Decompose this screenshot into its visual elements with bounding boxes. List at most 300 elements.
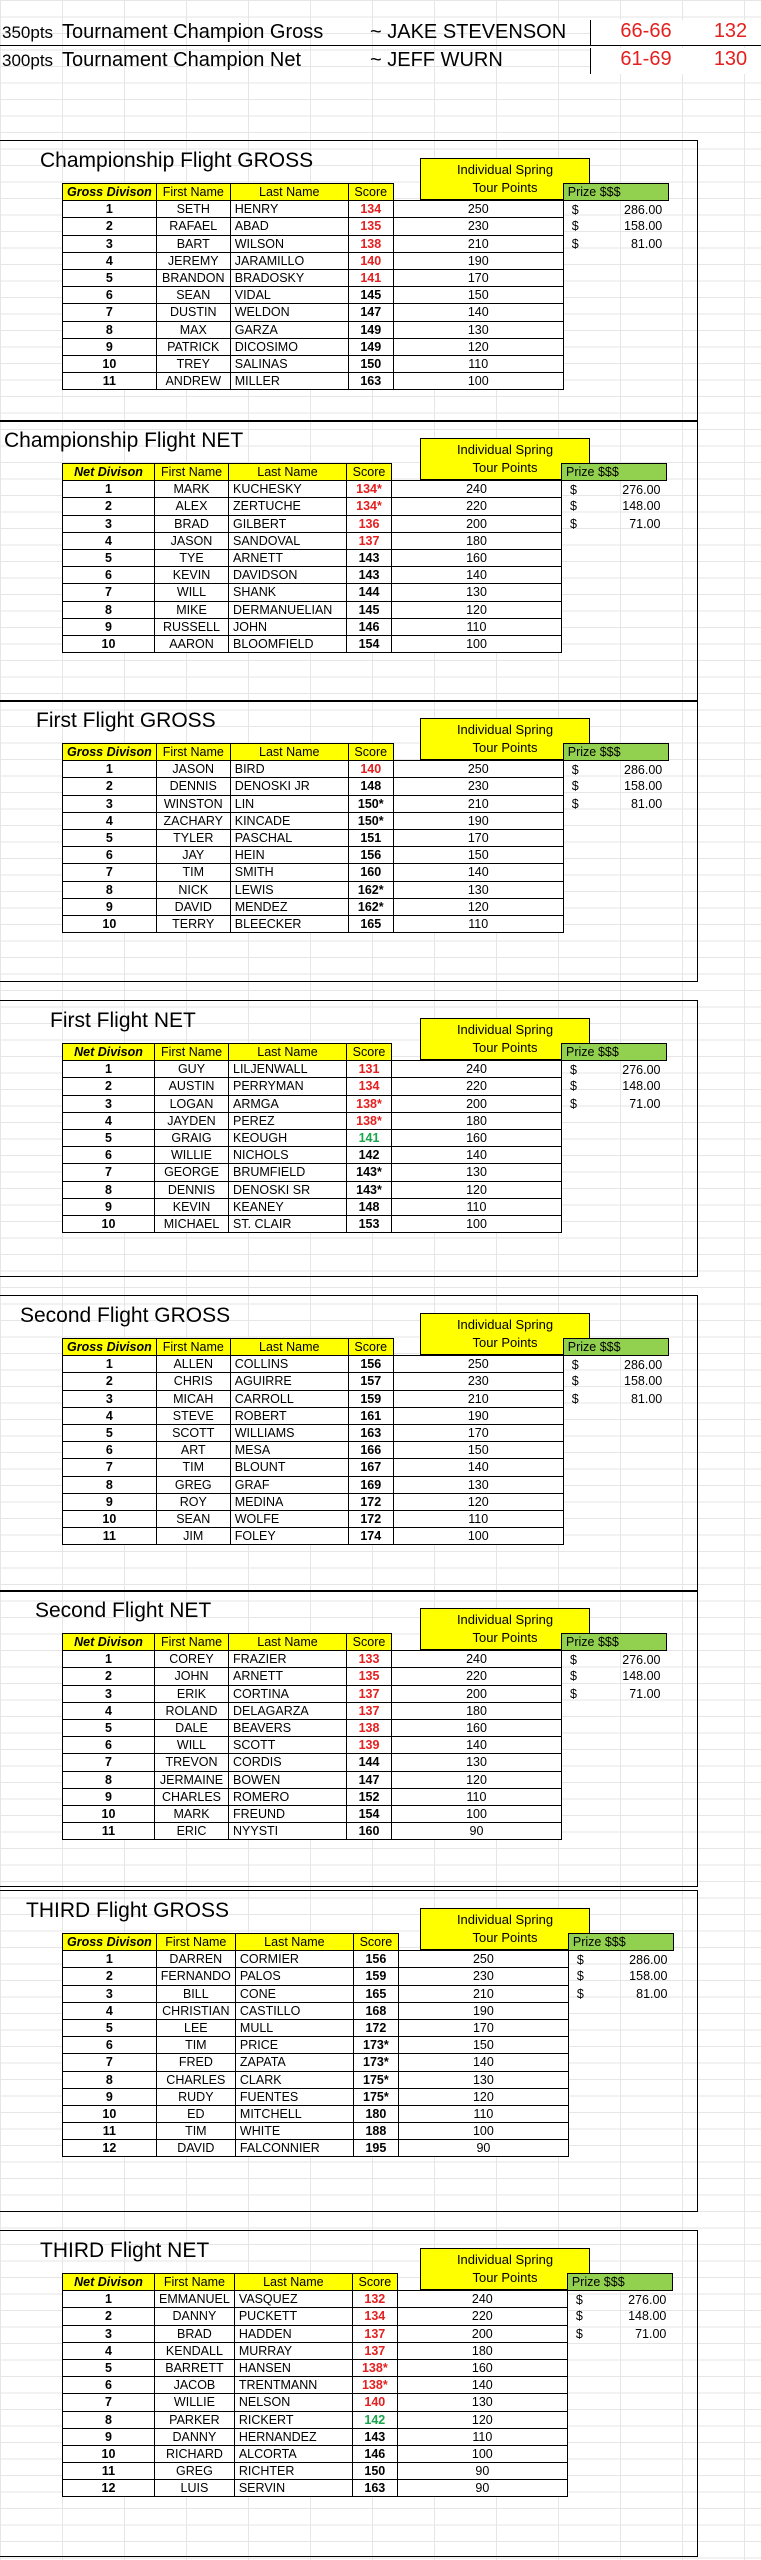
table-row [63, 1424, 669, 1441]
first-name-cell: GEORGE [155, 1164, 229, 1181]
table-row [63, 269, 669, 286]
prize-cell [563, 338, 668, 355]
table-row [63, 1771, 667, 1788]
dollar-sign: $ [571, 219, 579, 234]
last-name-cell: PUCKETT [234, 2308, 352, 2325]
last-name-header: Last Name [229, 1634, 347, 1651]
table-row [63, 1788, 667, 1805]
tour-points-header-line1: Individual Spring [456, 442, 554, 457]
prize-value: 276.00 [628, 2292, 667, 2307]
prize-cell [562, 1061, 667, 1078]
prize-cell [563, 1476, 668, 1493]
table-row [63, 2037, 674, 2054]
prize-cell [562, 601, 667, 618]
first-name-cell: ERIC [155, 1823, 229, 1840]
prize-cell [568, 1951, 673, 1968]
first-name-cell: BRANDON [156, 269, 230, 286]
section-title: THIRD Flight GROSS [26, 1899, 230, 1922]
prize-cell [563, 1424, 668, 1441]
position-cell: 7 [63, 304, 157, 321]
last-name-cell: MURRAY [234, 2342, 352, 2359]
table-row [63, 1198, 667, 1215]
prize-cell [563, 201, 668, 218]
last-name-cell: PASCHAL [230, 829, 348, 846]
table-row [63, 1164, 667, 1181]
score-header: Score [347, 464, 392, 481]
position-cell: 10 [63, 1215, 155, 1232]
table-row [63, 915, 669, 932]
table-row [63, 898, 669, 915]
last-name-cell: HERNANDEZ [234, 2428, 352, 2445]
prize-cell [567, 2411, 672, 2428]
tour-points-header-line2: Tour Points [472, 740, 538, 755]
first-name-cell: BRAD [155, 2325, 235, 2342]
table-row [63, 795, 669, 812]
prize-cell [567, 2359, 672, 2376]
table-row [63, 549, 667, 566]
prize-amount [568, 236, 665, 252]
last-name-cell: FRAZIER [229, 1651, 347, 1668]
table-row [63, 355, 669, 372]
prize-amount [568, 1373, 665, 1389]
position-cell: 9 [63, 618, 155, 635]
position-cell: 10 [63, 355, 157, 372]
position-cell: 8 [63, 601, 155, 618]
table-row [63, 1719, 667, 1736]
prize-cell [563, 778, 668, 795]
score-cell: 140 [348, 252, 393, 269]
table-row [63, 481, 667, 498]
position-cell: 9 [63, 338, 157, 355]
score-cell: 134* [347, 481, 392, 498]
first-name-header: First Name [156, 184, 230, 201]
first-name-cell: GREG [155, 2463, 235, 2480]
last-name-cell: CONE [235, 1985, 353, 2002]
last-name-cell: MILLER [230, 373, 348, 390]
score-cell: 163 [348, 1424, 393, 1441]
score-header: Score [347, 1634, 392, 1651]
score-cell: 140 [352, 2394, 397, 2411]
score-cell: 135 [348, 218, 393, 235]
last-name-cell: MITCHELL [235, 2105, 353, 2122]
position-cell: 7 [63, 1164, 155, 1181]
leaderboard-section [0, 700, 698, 982]
table-row [63, 338, 669, 355]
prize-header: Prize $$$ [563, 184, 668, 201]
first-name-header: First Name [155, 464, 229, 481]
last-name-cell: VIDAL [230, 287, 348, 304]
score-cell: 159 [348, 1390, 393, 1407]
division-header: Gross Divison [63, 184, 157, 201]
last-name-cell: CLARK [235, 2071, 353, 2088]
last-name-cell: ABAD [230, 218, 348, 235]
header-row [63, 1339, 669, 1356]
last-name-cell: ZERTUCHE [229, 498, 347, 515]
table-row [63, 1356, 669, 1373]
tour-points-header-line2: Tour Points [472, 180, 538, 195]
position-cell: 6 [63, 1442, 157, 1459]
prize-amount [566, 1686, 663, 1702]
prize-value: 148.00 [622, 1079, 661, 1094]
tour-points-cell: 90 [397, 2480, 567, 2497]
leaderboard-table [62, 183, 669, 390]
tour-points-cell: 120 [398, 2088, 568, 2105]
first-name-cell: ED [156, 2105, 235, 2122]
score-cell: 146 [347, 618, 392, 635]
tour-points-cell: 110 [398, 2105, 568, 2122]
last-name-cell: ARMGA [229, 1095, 347, 1112]
first-name-cell: ERIK [155, 1685, 229, 1702]
prize-cell [563, 1390, 668, 1407]
score-header: Score [353, 1934, 398, 1951]
position-cell: 1 [63, 2291, 155, 2308]
prize-value: 276.00 [622, 1062, 661, 1077]
division-header: Gross Divison [63, 744, 157, 761]
last-name-cell: BOWEN [229, 1771, 347, 1788]
prize-amount [566, 482, 663, 498]
tour-points-cell: 180 [397, 2342, 567, 2359]
first-name-cell: JASON [155, 532, 229, 549]
last-name-cell: HADDEN [234, 2325, 352, 2342]
last-name-header: Last Name [234, 2274, 352, 2291]
score-cell: 150 [352, 2463, 397, 2480]
position-cell: 9 [63, 2428, 155, 2445]
prize-amount [566, 1062, 663, 1078]
division-header: Gross Divison [63, 1339, 157, 1356]
dollar-sign: $ [570, 1669, 577, 1684]
score-cell: 137 [352, 2325, 397, 2342]
first-name-cell: TIM [156, 1459, 230, 1476]
position-cell: 12 [63, 2480, 155, 2497]
first-name-cell: KENDALL [155, 2342, 235, 2359]
last-name-cell: KUCHESKY [229, 481, 347, 498]
last-name-cell: NICHOLS [229, 1147, 347, 1164]
score-cell: 134 [348, 201, 393, 218]
prize-cell [562, 1737, 667, 1754]
first-name-cell: JEREMY [156, 252, 230, 269]
first-name-cell: MICAH [156, 1390, 230, 1407]
score-cell: 163 [352, 2480, 397, 2497]
first-name-cell: JOHN [155, 1668, 229, 1685]
position-cell: 10 [63, 635, 155, 652]
last-name-cell: FOLEY [230, 1528, 348, 1545]
position-cell: 5 [63, 2359, 155, 2376]
tour-points-cell: 150 [393, 847, 563, 864]
first-name-cell: FRED [156, 2054, 235, 2071]
tour-points-header-line1: Individual Spring [456, 1317, 554, 1332]
prize-amount [566, 1096, 663, 1112]
position-cell: 3 [63, 1985, 157, 2002]
first-name-cell: DARREN [156, 1951, 235, 1968]
score-header: Score [348, 744, 393, 761]
prize-amount [568, 796, 665, 812]
first-name-header: First Name [156, 744, 230, 761]
position-cell: 1 [63, 761, 157, 778]
score-cell: 134 [352, 2308, 397, 2325]
tour-points-cell: 250 [393, 1356, 563, 1373]
tour-points-cell: 100 [392, 1215, 562, 1232]
leaderboard-table [62, 1043, 667, 1233]
first-name-cell: KEVIN [155, 1198, 229, 1215]
position-cell: 8 [63, 1181, 155, 1198]
tour-points-cell: 120 [392, 1771, 562, 1788]
prize-cell [563, 1407, 668, 1424]
tour-points-cell: 130 [393, 1476, 563, 1493]
prize-header: Prize $$$ [567, 2274, 672, 2291]
tour-points-cell: 90 [397, 2463, 567, 2480]
position-cell: 8 [63, 1771, 155, 1788]
table-row [63, 864, 669, 881]
score-cell: 149 [348, 338, 393, 355]
prize-cell [562, 1078, 667, 1095]
prize-cell [568, 2088, 673, 2105]
first-name-cell: EMMANUEL [155, 2291, 235, 2308]
section-title: Championship Flight GROSS [40, 149, 314, 172]
last-name-cell: ROMERO [229, 1788, 347, 1805]
first-name-cell: ROLAND [155, 1702, 229, 1719]
table-row [63, 1805, 667, 1822]
prize-cell [562, 567, 667, 584]
score-cell: 175* [353, 2088, 398, 2105]
prize-header: Prize $$$ [563, 1339, 668, 1356]
first-name-cell: ART [156, 1442, 230, 1459]
points-header-spacer [392, 1634, 562, 1651]
score-cell: 137 [347, 532, 392, 549]
last-name-cell: MESA [230, 1442, 348, 1459]
prize-cell [562, 1754, 667, 1771]
prize-cell [568, 2140, 673, 2157]
table-row [63, 532, 667, 549]
last-name-cell: BRUMFIELD [229, 1164, 347, 1181]
header-row [63, 184, 669, 201]
tour-points-header-line1: Individual Spring [456, 162, 554, 177]
position-cell: 7 [63, 1754, 155, 1771]
first-name-header: First Name [156, 1934, 235, 1951]
score-cell: 138* [347, 1095, 392, 1112]
prize-cell [563, 915, 668, 932]
position-cell: 4 [63, 1407, 157, 1424]
score-cell: 162* [348, 881, 393, 898]
score-cell: 162* [348, 898, 393, 915]
prize-cell [563, 373, 668, 390]
position-cell: 6 [63, 567, 155, 584]
score-cell: 167 [348, 1459, 393, 1476]
score-cell: 131 [347, 1061, 392, 1078]
prize-cell [562, 1788, 667, 1805]
last-name-cell: TRENTMANN [234, 2377, 352, 2394]
table-row [63, 235, 669, 252]
position-cell: 6 [63, 847, 157, 864]
table-row [63, 1754, 667, 1771]
position-cell: 2 [63, 1968, 157, 1985]
leaderboard-section [0, 140, 698, 422]
last-name-cell: DAVIDSON [229, 567, 347, 584]
tour-points-cell: 140 [397, 2377, 567, 2394]
division-header: Net Divison [63, 1634, 155, 1651]
last-name-cell: SANDOVAL [229, 532, 347, 549]
points-header-spacer [398, 1934, 568, 1951]
prize-cell [563, 1493, 668, 1510]
tour-points-cell: 90 [392, 1823, 562, 1840]
position-cell: 3 [63, 795, 157, 812]
first-name-cell: JERMAINE [155, 1771, 229, 1788]
first-name-cell: TREY [156, 355, 230, 372]
tour-points-cell: 130 [392, 1754, 562, 1771]
tour-points-header-line1: Individual Spring [456, 1912, 554, 1927]
score-cell: 143 [347, 549, 392, 566]
first-name-cell: DENNIS [156, 778, 230, 795]
prize-cell [562, 498, 667, 515]
prize-value: 158.00 [624, 779, 663, 794]
first-name-cell: AARON [155, 635, 229, 652]
table-row [63, 2411, 673, 2428]
champion-points: 350pts [2, 23, 54, 42]
first-name-cell: RAFAEL [156, 218, 230, 235]
prize-cell [568, 2002, 673, 2019]
table-row [63, 1685, 667, 1702]
score-cell: 136 [347, 515, 392, 532]
last-name-cell: SHANK [229, 584, 347, 601]
first-name-cell: DAVID [156, 898, 230, 915]
table-row [63, 1823, 667, 1840]
table-row [63, 1476, 669, 1493]
champion-points: 300pts [2, 51, 54, 70]
last-name-cell: LIN [230, 795, 348, 812]
leaderboard-table [62, 1633, 667, 1840]
leaderboard-table [62, 2273, 673, 2497]
last-name-cell: NYYSTI [229, 1823, 347, 1840]
last-name-cell: AGUIRRE [230, 1373, 348, 1390]
tour-points-cell: 190 [393, 1407, 563, 1424]
table-row [63, 1215, 667, 1232]
prize-value: 158.00 [624, 1374, 663, 1389]
table-row [63, 1442, 669, 1459]
score-cell: 156 [348, 847, 393, 864]
champion-name: ~ JEFF WURN [370, 49, 503, 71]
last-name-cell: HEIN [230, 847, 348, 864]
prize-cell [563, 321, 668, 338]
first-name-cell: LEE [156, 2019, 235, 2036]
last-name-cell: BLOOMFIELD [229, 635, 347, 652]
score-cell: 137 [347, 1685, 392, 1702]
score-cell: 150* [348, 795, 393, 812]
table-row [63, 2463, 673, 2480]
leaderboard-section [0, 2230, 698, 2557]
champion-total: 130 [700, 48, 761, 74]
prize-cell [563, 898, 668, 915]
tour-points-cell: 240 [392, 1651, 562, 1668]
table-row [63, 2054, 674, 2071]
prize-amount [572, 2326, 669, 2342]
last-name-cell: KEOUGH [229, 1129, 347, 1146]
score-cell: 138* [352, 2377, 397, 2394]
last-name-cell: FALCONNIER [235, 2140, 353, 2157]
prize-cell [562, 1719, 667, 1736]
position-cell: 9 [63, 1493, 157, 1510]
prize-cell [562, 1805, 667, 1822]
leaderboard-section [0, 1890, 698, 2212]
first-name-cell: MAX [156, 321, 230, 338]
position-cell: 10 [63, 1510, 157, 1527]
score-cell: 151 [348, 829, 393, 846]
tour-points-cell: 150 [393, 287, 563, 304]
table-row [63, 829, 669, 846]
prize-cell [562, 532, 667, 549]
position-cell: 2 [63, 498, 155, 515]
position-cell: 1 [63, 1356, 157, 1373]
score-cell: 138* [347, 1112, 392, 1129]
dollar-sign: $ [575, 2326, 583, 2341]
division-header: Gross Divison [63, 1934, 157, 1951]
tour-points-cell: 130 [398, 2071, 568, 2088]
position-cell: 5 [63, 1719, 155, 1736]
tour-points-cell: 130 [397, 2394, 567, 2411]
score-cell: 174 [348, 1528, 393, 1545]
last-name-cell: ST. CLAIR [229, 1215, 347, 1232]
tour-points-cell: 160 [392, 1129, 562, 1146]
leaderboard-table [62, 1338, 669, 1545]
score-cell: 145 [348, 287, 393, 304]
table-row [63, 1737, 667, 1754]
prize-amount [566, 498, 663, 514]
first-name-cell: TYLER [156, 829, 230, 846]
score-cell: 138 [347, 1719, 392, 1736]
table-row [63, 498, 667, 515]
last-name-header: Last Name [229, 464, 347, 481]
tour-points-cell: 240 [397, 2291, 567, 2308]
tour-points-cell: 190 [393, 252, 563, 269]
prize-value: 71.00 [629, 1096, 661, 1111]
table-row [63, 761, 669, 778]
tour-points-header-line1: Individual Spring [456, 2252, 554, 2267]
points-header-spacer [393, 184, 563, 201]
table-row [63, 1373, 669, 1390]
tour-points-cell: 160 [397, 2359, 567, 2376]
score-header: Score [347, 1044, 392, 1061]
position-cell: 11 [63, 1528, 157, 1545]
tour-points-cell: 220 [392, 1078, 562, 1095]
tour-points-cell: 100 [393, 1528, 563, 1545]
prize-cell [568, 1968, 673, 1985]
position-cell: 2 [63, 778, 157, 795]
position-cell: 8 [63, 881, 157, 898]
position-cell: 4 [63, 1702, 155, 1719]
first-name-cell: ALLEN [156, 1356, 230, 1373]
score-cell: 165 [353, 1985, 398, 2002]
score-cell: 132 [352, 2291, 397, 2308]
first-name-cell: DANNY [155, 2428, 235, 2445]
position-cell: 11 [63, 1823, 155, 1840]
first-name-cell: DANNY [155, 2308, 235, 2325]
prize-cell [563, 761, 668, 778]
last-name-cell: MENDEZ [230, 898, 348, 915]
prize-cell [567, 2342, 672, 2359]
prize-value: 81.00 [636, 1986, 668, 2001]
champion-label: Tournament Champion Net [62, 49, 302, 71]
last-name-cell: RICKERT [234, 2411, 352, 2428]
section-title: First Flight GROSS [36, 709, 216, 732]
tour-points-cell: 110 [397, 2428, 567, 2445]
last-name-cell: FUENTES [235, 2088, 353, 2105]
prize-value: 286.00 [624, 202, 663, 217]
last-name-cell: JARAMILLO [230, 252, 348, 269]
tour-points-cell: 250 [398, 1951, 568, 1968]
position-cell: 5 [63, 2019, 157, 2036]
score-cell: 148 [347, 1198, 392, 1215]
first-name-cell: CHRIS [156, 1373, 230, 1390]
table-row [63, 1702, 667, 1719]
first-name-cell: WILL [155, 584, 229, 601]
